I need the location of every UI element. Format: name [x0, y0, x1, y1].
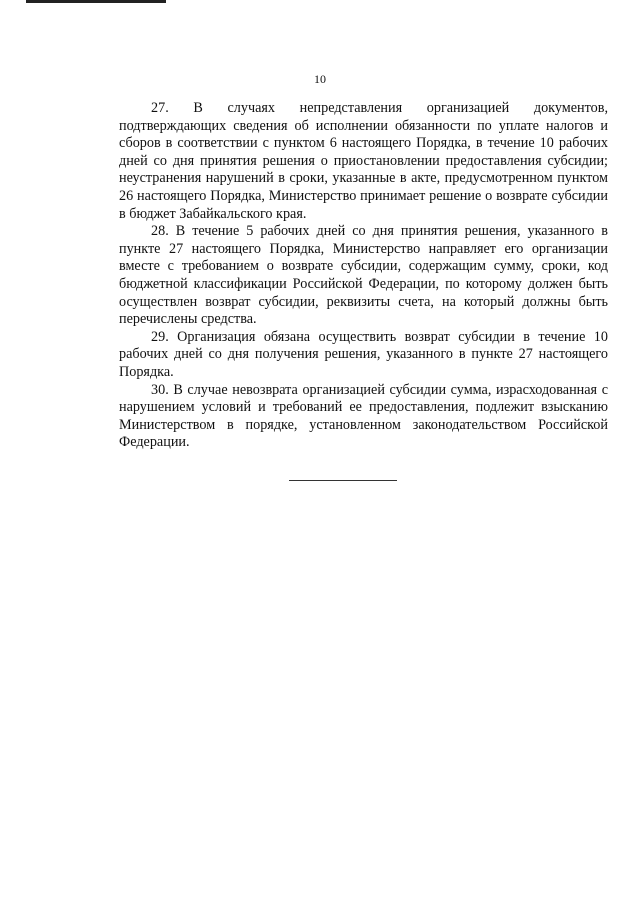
paragraph-28: 28. В течение 5 рабочих дней со дня принятия решения, указанного в пункте 27 настоящего Порядка, Министерство направляет его организации вместе с требованием о возврате субсидии, содержащим сумму, сроки, код бюджетной классификации Российской Федерации, по которому должен быть осуществлен возврат субсидии, реквизиты счета, на который должны быть перечислены средства. [119, 223, 608, 328]
paragraph-30: 30. В случае невозврата организацией субсидии сумма, израсходованная с нарушением условий и требований ее предоставления, подлежит взысканию Министерством в порядке, установленном законодательством Российской Федерации. [119, 381, 608, 451]
document-body [119, 100, 608, 452]
paragraph-27: 27. В случаях непредставления организацией документов, подтверждающих сведения об исполнении обязанности по уплате налогов и сборов в соответствии с пунктом 6 настоящего Порядка, в течение 10 рабочих дней со дня принятия решения о приостановлении предоставления субсидии; неустранения нарушений в сроки, указанные в акте, предусмотренном пунктом 26 настоящего Порядка, Министерство принимает решение о возврате субсидии в бюджет Забайкальского края. [119, 100, 608, 222]
paragraph-29: 29. Организация обязана осуществить возврат субсидии в течение 10 рабочих дней со дня получения решения, указанного в пункте 27 настоящего Порядка. [119, 328, 608, 380]
page-number: 10 [314, 72, 326, 86]
scan-edge-mark [26, 0, 166, 3]
end-of-document-rule [289, 480, 397, 481]
